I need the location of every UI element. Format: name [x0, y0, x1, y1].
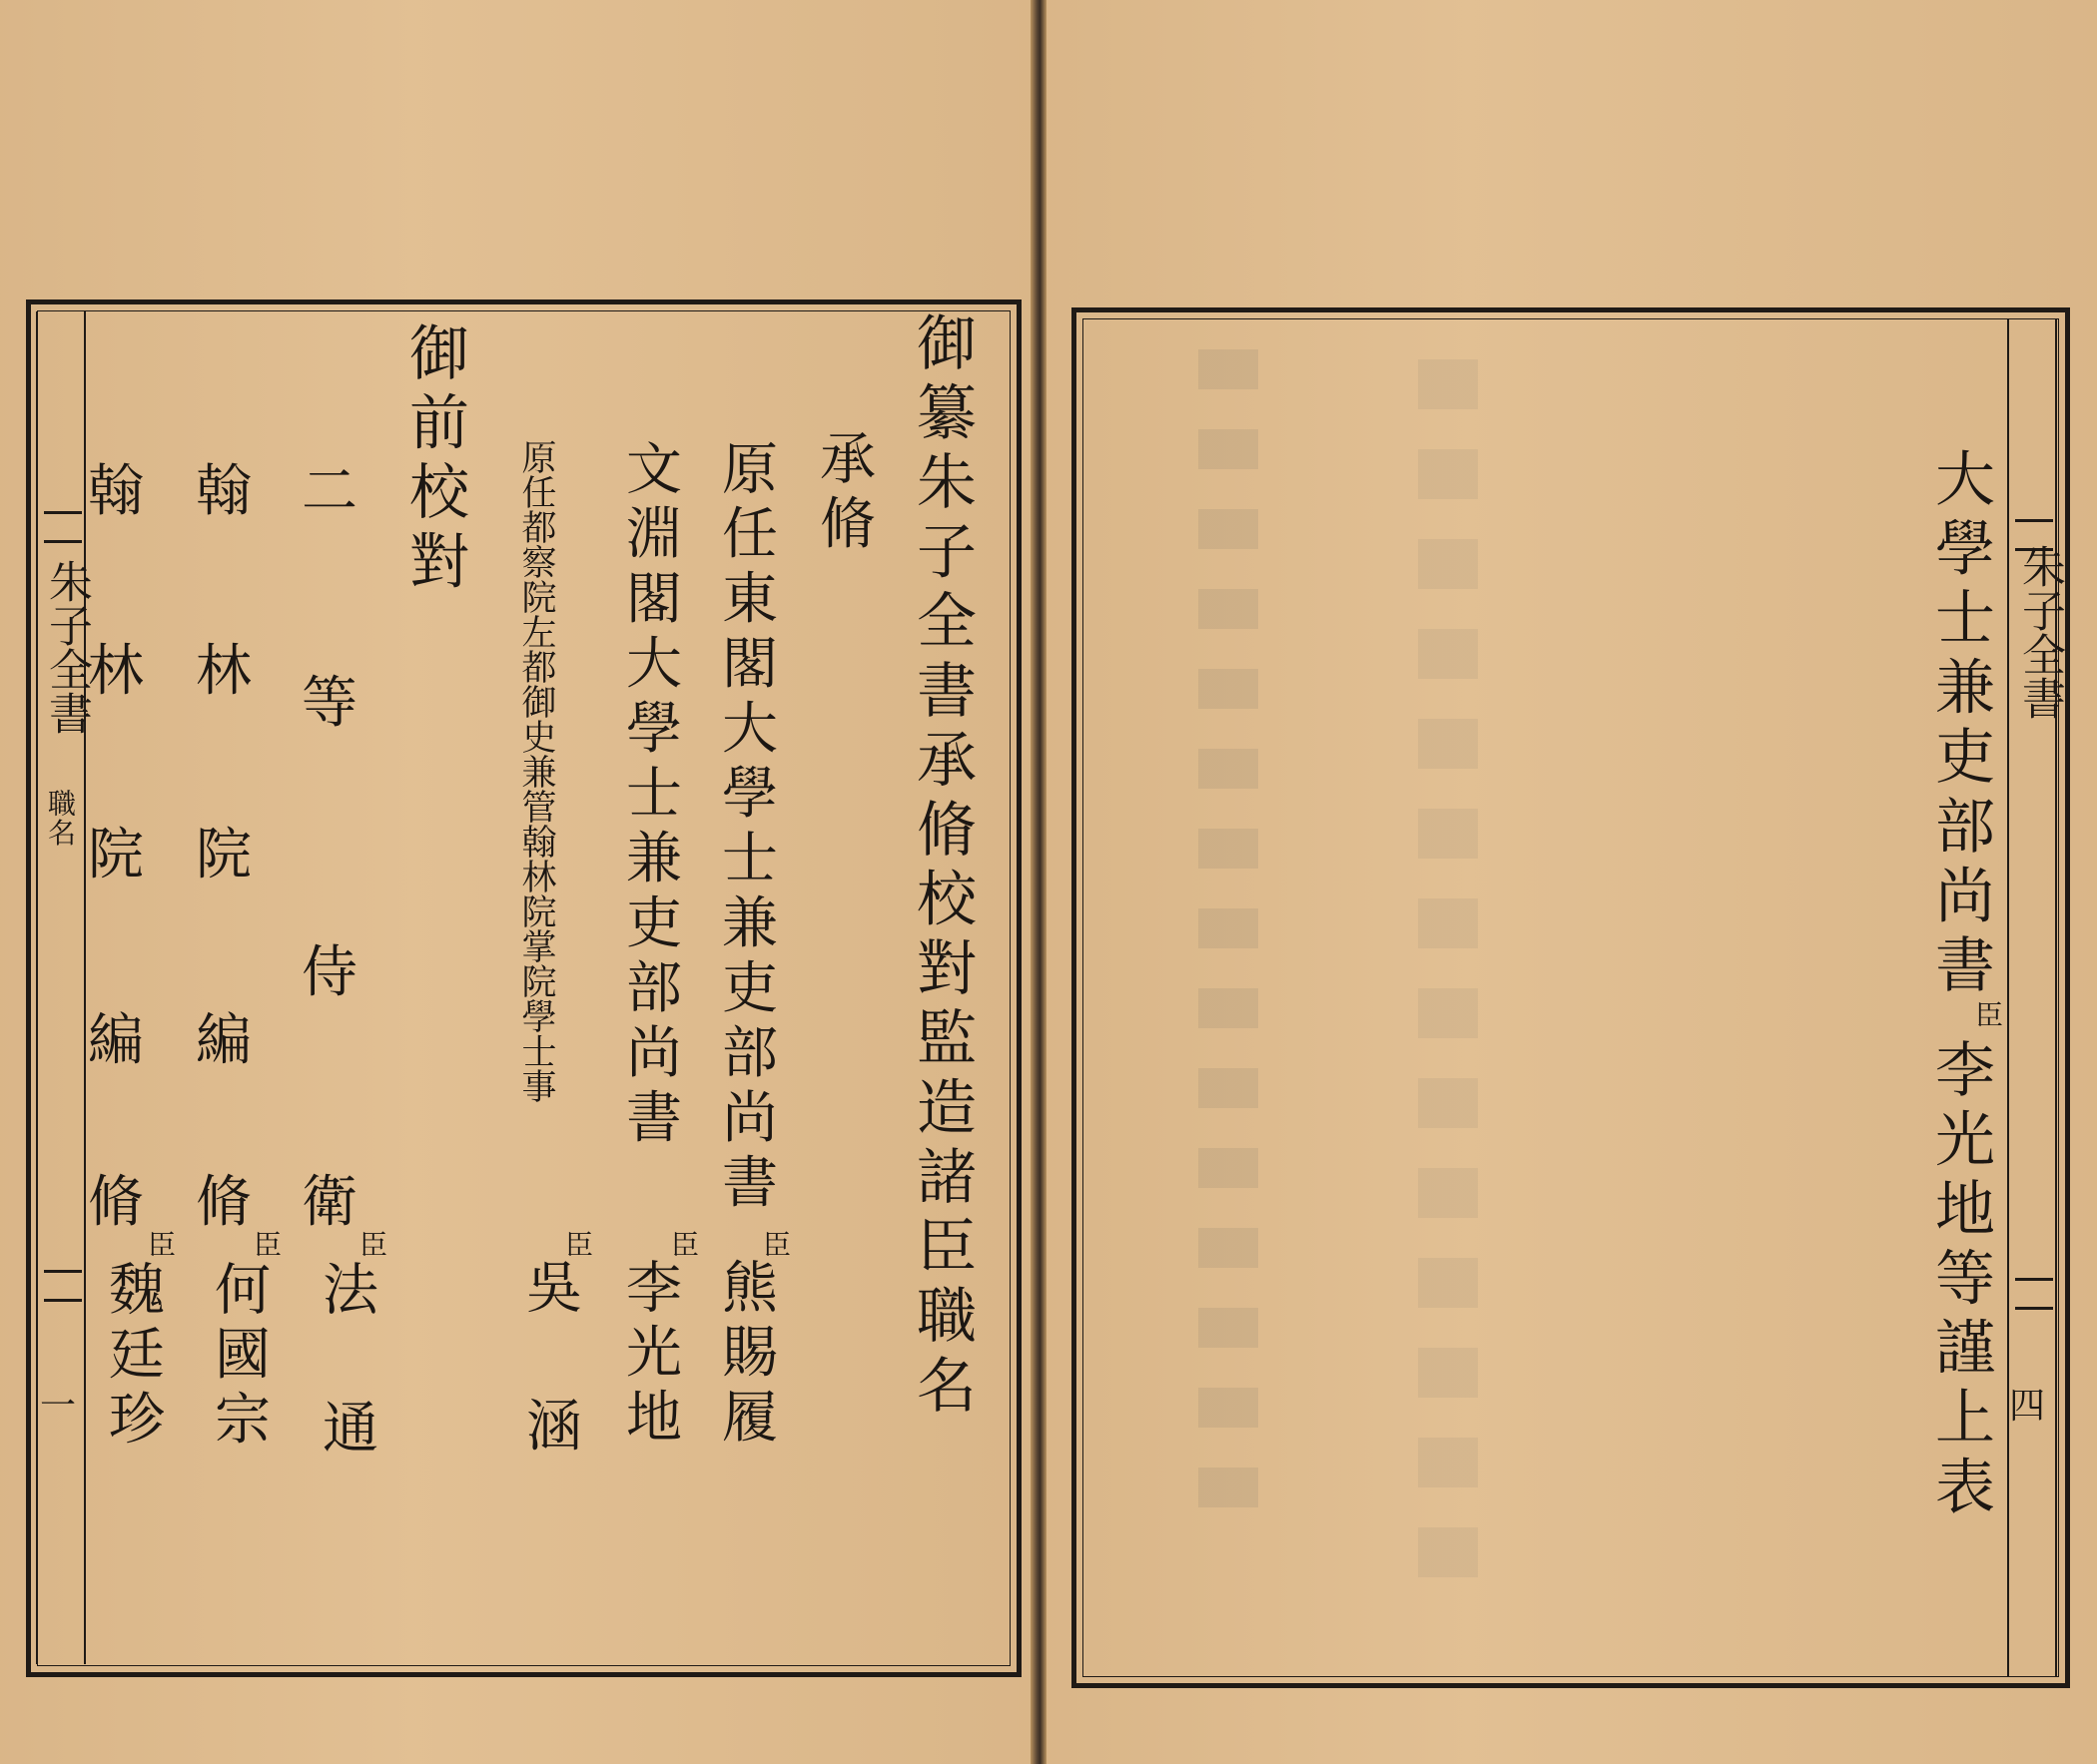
official-name-3: 吳 涵 — [517, 1258, 582, 1462]
rank-1-char-2: 等 — [302, 671, 357, 736]
left-edge-section: 職名 — [44, 789, 77, 848]
rank-1-char-4: 衛 — [302, 1170, 357, 1235]
chen-mark-1: 臣 — [759, 1230, 792, 1260]
rank-2-char-3: 院 — [196, 823, 252, 887]
chen-mark-4: 臣 — [355, 1230, 388, 1260]
left-folio-edge — [36, 311, 86, 1664]
chen-mark-6: 臣 — [144, 1230, 177, 1260]
official-title-3: 原任都察院左都御史兼管翰林院掌院學士事 — [516, 439, 556, 1103]
book-gutter — [1031, 0, 1047, 1764]
rank-2-char-5: 脩 — [196, 1170, 252, 1235]
official-name-1: 熊賜履 — [713, 1258, 778, 1453]
chen-mark-2: 臣 — [667, 1230, 700, 1260]
official-title-1: 原任東閣大學士兼吏部尚書 — [713, 439, 778, 1218]
subheading-chengxiu: 承脩 — [811, 429, 876, 559]
left-edge-folio: 一 — [40, 1386, 77, 1427]
fishtail-mark — [44, 511, 82, 543]
rank-1-char-3: 侍 — [302, 940, 357, 1005]
fishtail-mark — [2015, 1278, 2053, 1310]
fishtail-mark — [44, 1270, 82, 1302]
chen-mark-right: 臣 — [1971, 1000, 2004, 1030]
book-heading: 御纂朱子全書承脩校對監造諸臣職名 — [907, 311, 977, 1424]
rank-3-char-4: 編 — [88, 1008, 144, 1073]
memorial-title: 大學士兼吏部尚書 — [1925, 447, 1995, 1003]
official-name-5: 何國宗 — [206, 1260, 271, 1455]
rank-2-char-1: 翰 — [196, 459, 252, 524]
rank-3-char-2: 林 — [88, 639, 144, 704]
rank-3-char-1: 翰 — [88, 459, 144, 524]
chen-mark-3: 臣 — [561, 1230, 594, 1260]
rank-1-char-1: 二 — [302, 459, 357, 524]
official-title-2: 文淵閣大學士兼吏部尚書 — [617, 439, 682, 1153]
official-name-6: 魏廷珍 — [100, 1260, 165, 1455]
rank-2-char-4: 編 — [196, 1008, 252, 1073]
rank-3-char-5: 脩 — [88, 1170, 144, 1235]
right-folio-edge — [2007, 319, 2057, 1677]
right-edge-folio: 四 — [2009, 1386, 2046, 1427]
rank-2-char-2: 林 — [196, 639, 252, 704]
right-edge-title: 朱子全書 — [2014, 544, 2065, 720]
official-name-4: 法 通 — [314, 1260, 378, 1464]
left-edge-title: 朱子全書 — [41, 559, 92, 735]
memorial-signatory: 李光地等謹上表 — [1925, 1038, 1995, 1525]
rank-3-char-3: 院 — [88, 823, 144, 887]
official-name-2: 李光地 — [617, 1258, 682, 1453]
subheading-yuqian-jiaodui: 御前校對 — [399, 321, 469, 600]
chen-mark-5: 臣 — [250, 1230, 283, 1260]
